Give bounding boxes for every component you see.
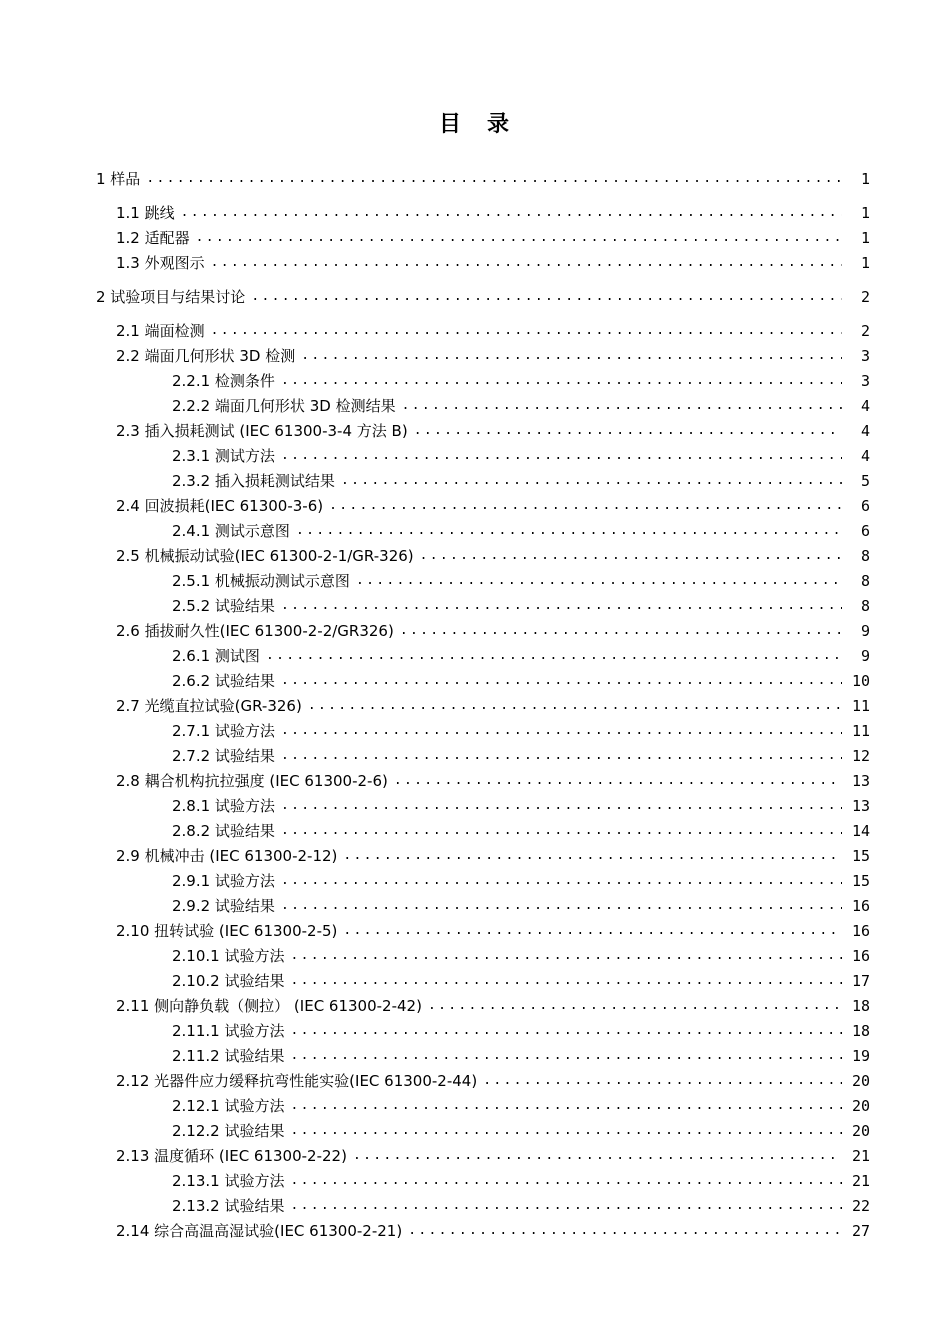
toc-leader-dots <box>329 496 842 516</box>
toc-entry-label: 2.11.2 试验结果 <box>172 1047 285 1065</box>
toc-entry-label: 2.8.2 试验结果 <box>172 822 275 840</box>
toc-leader-dots <box>356 571 842 591</box>
toc-leader-dots <box>400 621 842 641</box>
toc-entry[interactable] <box>0 1191 950 1216</box>
toc-entry[interactable] <box>0 164 950 189</box>
toc-entry[interactable] <box>0 341 950 366</box>
toc-entry[interactable] <box>0 1166 950 1191</box>
toc-entry-page: 3 <box>860 372 870 390</box>
toc-leader-dots <box>281 871 842 891</box>
toc-entry[interactable] <box>0 391 950 416</box>
toc-entry-label: 2.7.2 试验结果 <box>172 747 275 765</box>
toc-entry-page: 9 <box>860 622 870 640</box>
toc-leader-dots <box>251 287 842 307</box>
toc-entry[interactable] <box>0 223 950 248</box>
toc-entry[interactable] <box>0 491 950 516</box>
toc-entry[interactable] <box>0 366 950 391</box>
toc-entry-page: 20 <box>851 1097 870 1115</box>
toc-entry-page: 1 <box>860 204 870 222</box>
toc-leader-dots <box>308 696 842 716</box>
toc-entry-page: 20 <box>851 1122 870 1140</box>
toc-entry-label: 2.5 机械振动试验(IEC 61300-2-1/GR-326) <box>116 547 414 565</box>
toc-entry[interactable] <box>0 766 950 791</box>
toc-entry-page: 13 <box>851 797 870 815</box>
toc-entry-label: 2.2.1 检测条件 <box>172 372 275 390</box>
toc-entry[interactable] <box>0 941 950 966</box>
toc-entry-page: 16 <box>851 897 870 915</box>
toc-entry-page: 4 <box>860 397 870 415</box>
toc-leader-dots <box>296 521 842 541</box>
toc-leader-dots <box>281 721 842 741</box>
toc-entry-page: 13 <box>851 772 870 790</box>
toc-entry-page: 1 <box>860 229 870 247</box>
toc-entry-page: 9 <box>860 647 870 665</box>
toc-entry[interactable] <box>0 1091 950 1116</box>
toc-entry-page: 15 <box>851 847 870 865</box>
toc-leader-dots <box>290 1196 842 1216</box>
toc-entry-page: 21 <box>851 1147 870 1165</box>
toc-entry-label: 2.8.1 试验方法 <box>172 797 275 815</box>
toc-entry-page: 17 <box>851 972 870 990</box>
toc-entry[interactable] <box>0 1141 950 1166</box>
toc-leader-dots <box>266 646 842 666</box>
toc-entry[interactable] <box>0 841 950 866</box>
toc-entry-label: 2.1 端面检测 <box>116 322 205 340</box>
toc-entry-page: 8 <box>860 547 870 565</box>
toc-entry-page: 12 <box>851 747 870 765</box>
toc-entry-label: 2.14 综合高温高湿试验(IEC 61300-2-21) <box>116 1222 403 1240</box>
toc-entry-label: 2.13.2 试验结果 <box>172 1197 285 1215</box>
toc-entry[interactable] <box>0 466 950 491</box>
toc-leader-dots <box>281 596 842 616</box>
toc-entry[interactable] <box>0 1216 950 1241</box>
toc-entry-label: 2.7 光缆直拉试验(GR-326) <box>116 697 302 715</box>
toc-entry[interactable] <box>0 866 950 891</box>
toc-leader-dots <box>211 321 842 341</box>
toc-entry-page: 15 <box>851 872 870 890</box>
toc-entry-label: 2.10.2 试验结果 <box>172 972 285 990</box>
toc-entry-page: 8 <box>860 597 870 615</box>
toc-leader-dots <box>290 1021 842 1041</box>
toc-leader-dots <box>281 821 842 841</box>
toc-entry-label: 2.4.1 测试示意图 <box>172 522 290 540</box>
toc-leader-dots <box>290 971 842 991</box>
toc-entry-page: 21 <box>851 1172 870 1190</box>
toc-entry[interactable] <box>0 282 950 307</box>
toc-leader-dots <box>483 1071 842 1091</box>
toc-entry-label: 2.6.2 试验结果 <box>172 672 275 690</box>
toc-entry-label: 2.2.2 端面几何形状 3D 检测结果 <box>172 397 396 415</box>
toc-leader-dots <box>281 746 842 766</box>
toc-entry-page: 14 <box>851 822 870 840</box>
toc-entry-label: 2.3 插入损耗测试 (IEC 61300-3-4 方法 B) <box>116 422 408 440</box>
toc-entry-page: 8 <box>860 572 870 590</box>
toc-entry-label: 2.10.1 试验方法 <box>172 947 285 965</box>
toc-entry-label: 2.13 温度循环 (IEC 61300-2-22) <box>116 1147 347 1165</box>
toc-entry[interactable] <box>0 691 950 716</box>
toc-leader-dots <box>353 1146 842 1166</box>
toc-leader-dots <box>394 771 842 791</box>
toc-entry[interactable] <box>0 416 950 441</box>
toc-entry-label: 2.9.2 试验结果 <box>172 897 275 915</box>
toc-leader-dots <box>290 1046 842 1066</box>
toc-leader-dots <box>281 671 842 691</box>
toc-entry[interactable] <box>0 666 950 691</box>
toc-leader-dots <box>301 346 842 366</box>
toc-leader-dots <box>196 228 842 248</box>
toc-entry-page: 1 <box>860 170 870 188</box>
toc-entry[interactable] <box>0 198 950 223</box>
toc-entry-page: 27 <box>851 1222 870 1240</box>
toc-leader-dots <box>414 421 842 441</box>
toc-leader-dots <box>211 253 842 273</box>
toc-leader-dots <box>420 546 842 566</box>
toc-leader-dots <box>343 921 842 941</box>
toc-leader-dots <box>408 1221 842 1241</box>
toc-entry[interactable] <box>0 591 950 616</box>
toc-entry-page: 18 <box>851 997 870 1015</box>
toc-entry-label: 2.13.1 试验方法 <box>172 1172 285 1190</box>
toc-entry-label: 2.6 插拔耐久性(IEC 61300-2-2/GR326) <box>116 622 394 640</box>
toc-entry-page: 6 <box>860 497 870 515</box>
toc-entry-label: 2.9.1 试验方法 <box>172 872 275 890</box>
toc-leader-dots <box>281 796 842 816</box>
toc-entry-page: 3 <box>860 347 870 365</box>
toc-entry-page: 1 <box>860 254 870 272</box>
toc-entry-label: 2.9 机械冲击 (IEC 61300-2-12) <box>116 847 338 865</box>
toc-leader-dots <box>281 896 842 916</box>
toc-leader-dots <box>343 846 842 866</box>
toc-entry-label: 2.2 端面几何形状 3D 检测 <box>116 347 296 365</box>
toc-entry-page: 19 <box>851 1047 870 1065</box>
toc-leader-dots <box>290 946 842 966</box>
toc-entry[interactable] <box>0 1016 950 1041</box>
toc-entry[interactable] <box>0 991 950 1016</box>
toc-entry-page: 4 <box>860 447 870 465</box>
toc-entry-page: 2 <box>860 322 870 340</box>
toc-entry-label: 2.10 扭转试验 (IEC 61300-2-5) <box>116 922 338 940</box>
toc-entry[interactable] <box>0 248 950 273</box>
toc-entry-page: 6 <box>860 522 870 540</box>
toc-entry[interactable] <box>0 541 950 566</box>
toc-entry[interactable] <box>0 966 950 991</box>
toc-entry-page: 10 <box>851 672 870 690</box>
toc-entry[interactable] <box>0 891 950 916</box>
toc-entry[interactable] <box>0 1066 950 1091</box>
toc-entry[interactable] <box>0 441 950 466</box>
toc-entry-label: 2.5.2 试验结果 <box>172 597 275 615</box>
toc-entry[interactable] <box>0 791 950 816</box>
toc-leader-dots <box>428 996 842 1016</box>
toc-entry[interactable] <box>0 616 950 641</box>
toc-entry-label: 2.12.1 试验方法 <box>172 1097 285 1115</box>
toc-entry-page: 11 <box>851 722 870 740</box>
toc-entry[interactable] <box>0 316 950 341</box>
toc-entry-label: 2.3.2 插入损耗测试结果 <box>172 472 335 490</box>
toc-leader-dots <box>281 371 842 391</box>
toc-entry-page: 22 <box>851 1197 870 1215</box>
table-of-contents <box>0 164 950 1241</box>
toc-entry[interactable] <box>0 916 950 941</box>
toc-entry-page: 11 <box>851 697 870 715</box>
toc-entry-label: 2.11 侧向静负载（侧拉） (IEC 61300-2-42) <box>116 997 422 1015</box>
toc-leader-dots <box>290 1171 842 1191</box>
toc-entry[interactable] <box>0 741 950 766</box>
toc-leader-dots <box>341 471 842 491</box>
toc-entry-label: 2.5.1 机械振动测试示意图 <box>172 572 350 590</box>
toc-entry-label: 2.4 回波损耗(IEC 61300-3-6) <box>116 497 324 515</box>
toc-entry-label: 2.8 耦合机构抗拉强度 (IEC 61300-2-6) <box>116 772 388 790</box>
toc-entry[interactable] <box>0 1041 950 1066</box>
toc-entry-label: 2.7.1 试验方法 <box>172 722 275 740</box>
toc-entry-label: 2.11.1 试验方法 <box>172 1022 285 1040</box>
toc-entry[interactable] <box>0 1116 950 1141</box>
toc-entry-label: 1.1 跳线 <box>116 204 175 222</box>
toc-entry-label: 2 试验项目与结果讨论 <box>96 288 246 306</box>
toc-entry-page: 2 <box>860 288 870 306</box>
toc-leader-dots <box>290 1096 842 1116</box>
toc-entry-label: 1.3 外观图示 <box>116 254 205 272</box>
toc-entry-page: 4 <box>860 422 870 440</box>
toc-entry-label: 2.6.1 测试图 <box>172 647 260 665</box>
toc-entry-label: 2.3.1 测试方法 <box>172 447 275 465</box>
toc-entry[interactable] <box>0 566 950 591</box>
toc-entry-label: 2.12.2 试验结果 <box>172 1122 285 1140</box>
toc-entry-page: 5 <box>860 472 870 490</box>
toc-entry-page: 20 <box>851 1072 870 1090</box>
toc-entry[interactable] <box>0 816 950 841</box>
toc-entry-label: 1 样品 <box>96 170 141 188</box>
toc-leader-dots <box>290 1121 842 1141</box>
toc-entry[interactable] <box>0 716 950 741</box>
toc-entry-page: 16 <box>851 922 870 940</box>
toc-entry-page: 16 <box>851 947 870 965</box>
toc-entry[interactable] <box>0 516 950 541</box>
toc-leader-dots <box>281 446 842 466</box>
toc-entry-label: 1.2 适配器 <box>116 229 190 247</box>
toc-leader-dots <box>402 396 842 416</box>
toc-entry-label: 2.12 光器件应力缓释抗弯性能实验(IEC 61300-2-44) <box>116 1072 478 1090</box>
toc-entry-page: 18 <box>851 1022 870 1040</box>
toc-leader-dots <box>181 203 842 223</box>
toc-title: 目 录 <box>438 112 511 137</box>
toc-entry[interactable] <box>0 641 950 666</box>
toc-leader-dots <box>146 169 842 189</box>
